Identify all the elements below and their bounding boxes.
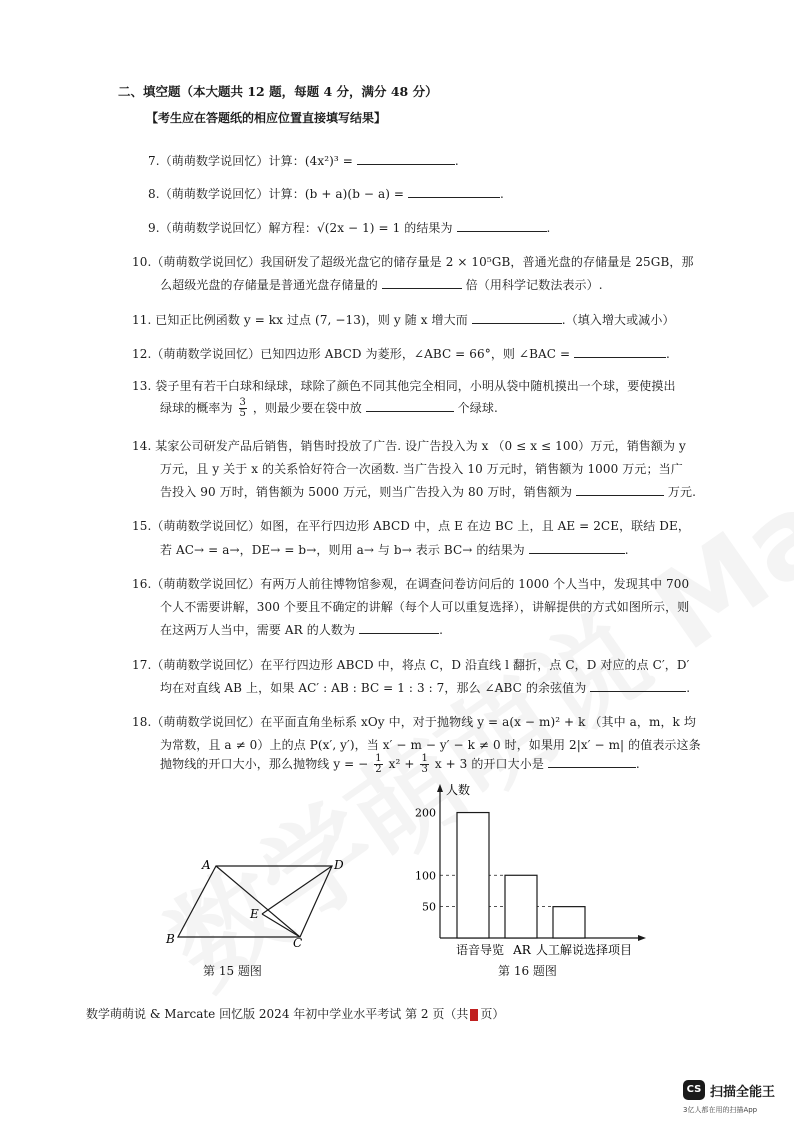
- y-axis-label: 人数: [446, 783, 471, 797]
- camscanner-logo-icon: CS: [683, 1080, 705, 1100]
- question-14-line-3: [160, 483, 696, 500]
- footer-text-end: 页）: [480, 1007, 505, 1021]
- question-11-tail: .（填入增大或减小）: [561, 313, 675, 327]
- question-10-line-2: [160, 276, 603, 293]
- page-footer: [86, 1005, 504, 1022]
- page-count-redaction: [470, 1009, 478, 1021]
- question-11: [132, 311, 675, 328]
- question-7-text: 7.（萌萌数学说回忆）计算：(4x²)³ =: [148, 154, 353, 168]
- answer-blank[interactable]: [359, 621, 439, 634]
- y-tick-label: 50: [422, 900, 436, 914]
- answer-blank[interactable]: [366, 399, 454, 412]
- question-16-text: 在这两万人当中，需要 AR 的人数为: [160, 623, 356, 637]
- question-suffix: .: [686, 681, 691, 695]
- answer-blank[interactable]: [408, 185, 500, 198]
- question-10-text: 么超级光盘的存储量是普通光盘存储量的: [160, 278, 378, 292]
- answer-blank[interactable]: [576, 483, 664, 496]
- y-tick-label: 100: [415, 869, 436, 883]
- question-17-line-1: 17.（萌萌数学说回忆）在平行四边形 ABCD 中，将点 C，D 沿直线 l 翻折，点 C，D 对应的点 C′，D′: [132, 658, 690, 672]
- question-16-line-3: [160, 621, 443, 638]
- question-15-text: 若 AC→ = a→，DE→ = b→，则用 a→ 与 b→ 表示 BC→ 的结果为: [160, 543, 525, 557]
- question-15-line-1: 15.（萌萌数学说回忆）如图，在平行四边形 ABCD 中，点 E 在边 BC 上，且 AE = 2CE，联结 DE，: [132, 519, 690, 533]
- question-14-line-2: 万元，且 y 关于 x 的关系恰好符合一次函数. 当广告投入 10 万元时，销售额为 1000 万元；当广: [160, 462, 683, 476]
- question-18-line-3: [160, 754, 640, 775]
- question-18-mid: x² +: [388, 757, 415, 771]
- x-tick-label: 语音导览: [455, 943, 505, 957]
- answer-blank[interactable]: [457, 219, 547, 232]
- question-13-line-2: [160, 398, 498, 419]
- figure-15-caption: 第 15 题图: [203, 964, 262, 978]
- question-13-tail: 个绿球.: [457, 401, 498, 415]
- question-suffix: .: [624, 543, 629, 557]
- question-18-line-1: 18.（萌萌数学说回忆）在平面直角坐标系 xOy 中，对于抛物线 y = a(x − m)² + k （其中 a，m，k 均: [132, 715, 696, 729]
- y-tick-label: 200: [415, 806, 436, 820]
- question-15-line-2: [160, 541, 629, 558]
- question-7: [148, 152, 459, 169]
- x-tick-label: 人工解说: [535, 943, 585, 957]
- question-12: [132, 345, 670, 362]
- y-axis-arrow: [437, 784, 443, 792]
- question-13-mid: ，则最少要在袋中放: [252, 401, 362, 415]
- segment-ec: [262, 914, 300, 937]
- point-label-a: A: [202, 858, 211, 872]
- figure-16-caption: 第 16 题图: [498, 964, 557, 978]
- bar-3: [553, 907, 585, 938]
- x-tick-label: AR: [513, 943, 531, 957]
- x-axis-arrow: [638, 935, 646, 941]
- diagonal-ac: [216, 866, 300, 937]
- question-suffix: .: [666, 347, 670, 361]
- app-name: 扫描全能王: [710, 1085, 776, 1100]
- answer-blank[interactable]: [529, 541, 625, 554]
- question-16-line-1: 16.（萌萌数学说回忆）有两万人前往博物馆参观，在调查问卷访问后的 1000 个人当中，发现其中 700: [132, 577, 690, 591]
- question-9: [148, 219, 550, 236]
- answer-blank[interactable]: [382, 276, 462, 289]
- point-label-c: C: [293, 936, 303, 950]
- question-suffix: .: [500, 187, 504, 201]
- question-13-line-1: 13. 袋子里有若干白球和绿球，球除了颜色不同其他完全相同，小明从袋中随机摸出一个球，要使摸出: [132, 379, 676, 393]
- answer-blank[interactable]: [548, 755, 636, 768]
- question-8-text: 8.（萌萌数学说回忆）计算：(b + a)(b − a) =: [148, 187, 405, 201]
- point-label-e: E: [250, 907, 259, 921]
- question-18-text: 抛物线的开口大小，那么抛物线 y = −: [160, 757, 369, 771]
- fraction: $\frac{3}{5}$: [239, 397, 246, 419]
- section-title: 二、填空题（本大题共 12 题，每题 4 分，满分 48 分）: [118, 84, 438, 99]
- figure-16-bar-chart: [410, 780, 650, 960]
- question-16-line-2: 个人不需要讲解，300 个要且不确定的讲解（每个人可以重复选择），讲解提供的方式如图所示，则: [160, 600, 690, 614]
- bar-2: [505, 875, 537, 938]
- question-17-text: 均在对直线 AB 上，如果 AC′ : AB : BC = 1 : 3 : 7，那么 ∠ABC 的余弦值为: [160, 681, 587, 695]
- fraction: $\frac{1}{2}$: [375, 753, 382, 775]
- bar-1: [457, 813, 489, 938]
- question-suffix: .: [439, 623, 443, 637]
- point-label-b: B: [166, 932, 175, 946]
- parallelogram-abcd: [178, 866, 332, 937]
- question-18-tail: x + 3 的开口大小是: [434, 757, 544, 771]
- fraction: $\frac{1}{3}$: [421, 753, 428, 775]
- answer-blank[interactable]: [574, 345, 666, 358]
- x-axis-label: 选择项目: [584, 943, 633, 957]
- question-suffix: .: [635, 757, 640, 771]
- answer-blank[interactable]: [472, 311, 562, 324]
- answer-blank[interactable]: [357, 152, 455, 165]
- answer-blank[interactable]: [590, 679, 686, 692]
- point-label-d: D: [334, 858, 344, 872]
- app-tagline: 3亿人都在用的扫描App: [683, 1106, 758, 1114]
- question-14-line-1: 14. 某家公司研发产品后销售，销售时投放了广告. 设广告投入为 x （0 ≤ x ≤ 100）万元，销售额为 y: [132, 439, 686, 453]
- question-14-tail: 万元.: [667, 485, 697, 499]
- footer-text: 数学萌萌说 & Marcate 回忆版 2024 年初中学业水平考试 第 2 页（共: [86, 1007, 469, 1021]
- question-11-text: 11. 已知正比例函数 y = kx 过点 (7, −13)，则 y 随 x 增大而: [132, 313, 468, 327]
- question-12-text: 12.（萌萌数学说回忆）已知四边形 ABCD 为菱形，∠ABC = 66°，则 ∠BAC =: [132, 347, 571, 361]
- question-8: [148, 185, 504, 202]
- question-9-text: 9.（萌萌数学说回忆）解方程：√(2x − 1) = 1 的结果为: [148, 221, 453, 235]
- question-14-text: 告投入 90 万时，销售额为 5000 万元，则当广告投入为 80 万时，销售额为: [160, 485, 573, 499]
- question-10-tail: 倍（用科学记数法表示）.: [465, 278, 603, 292]
- question-18-line-2: 为常数，且 a ≠ 0）上的点 P(x′, y′)，当 x′ − m − y′ − k ≠ 0 时，如果用 2|x′ − m| 的值表示这条: [160, 738, 701, 752]
- figure-15-parallelogram: [150, 845, 360, 950]
- question-13-text: 绿球的概率为: [160, 401, 233, 415]
- question-suffix: .: [546, 221, 551, 235]
- section-instruction: 【考生应在答题纸的相应位置直接填写结果】: [146, 111, 387, 125]
- question-17-line-2: [160, 679, 690, 696]
- question-suffix: .: [454, 154, 459, 168]
- question-10-line-1: 10.（萌萌数学说回忆）我国研发了超级光盘它的储存量是 2 × 10⁵GB，普通光盘的存储量是 25GB，那: [132, 255, 694, 269]
